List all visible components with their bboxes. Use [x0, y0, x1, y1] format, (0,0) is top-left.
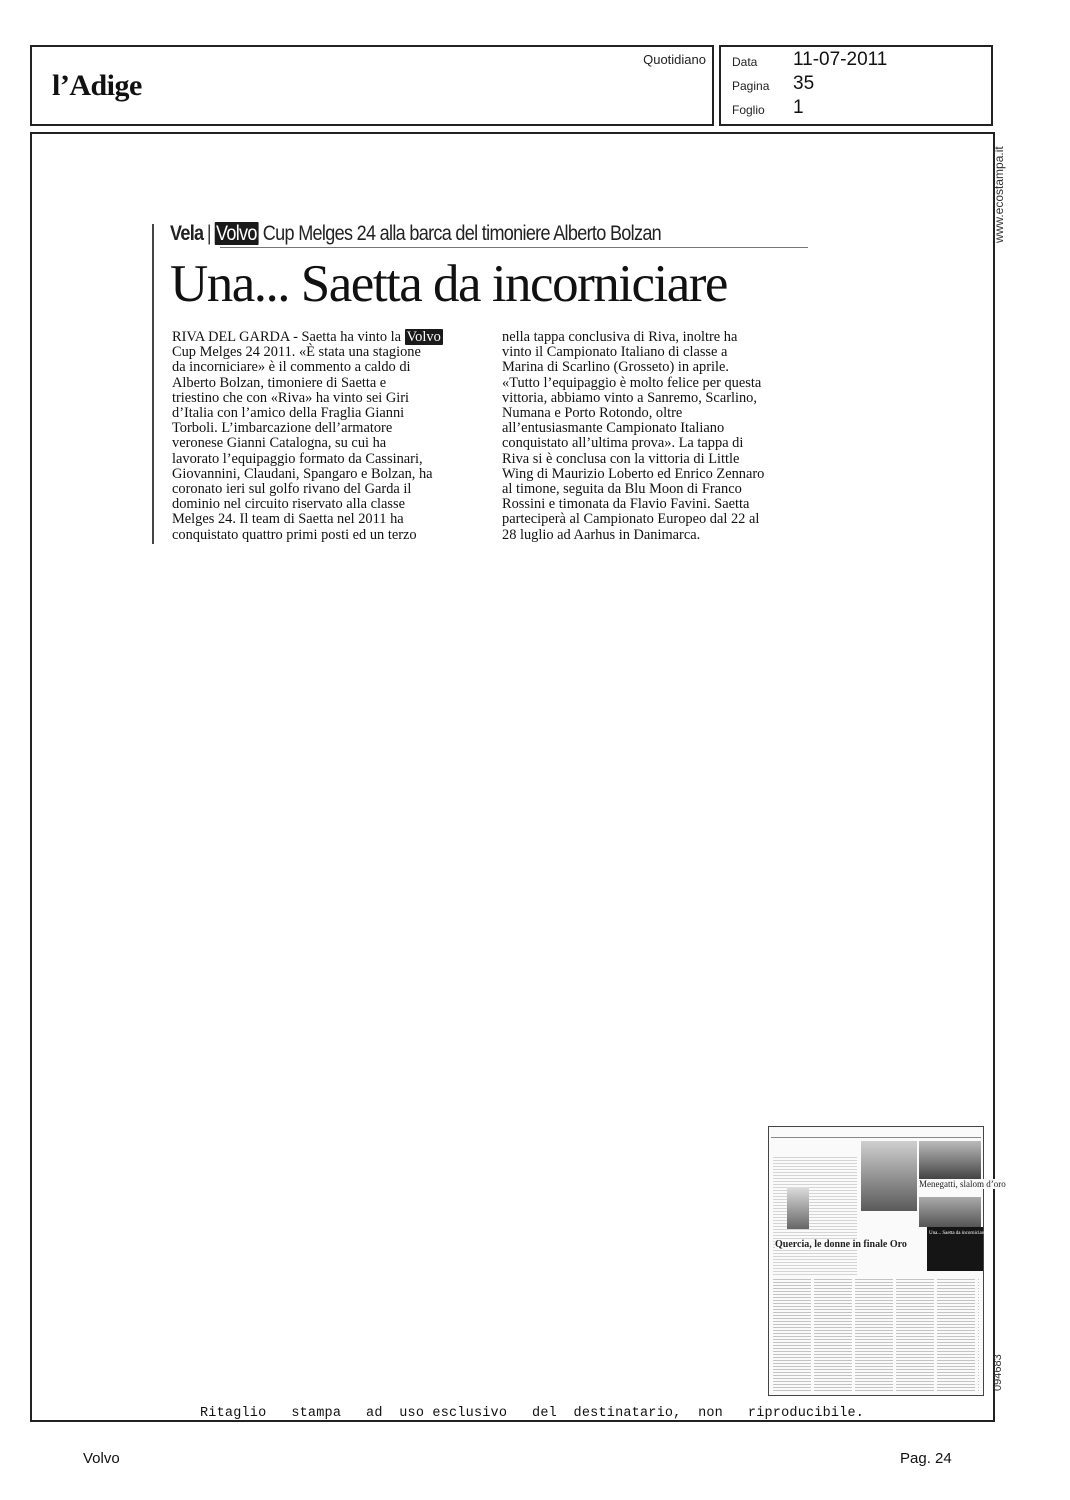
body-line: Cup Melges 24 2011. «È stata una stagione [172, 344, 421, 361]
keyword-highlight: Volvo [406, 329, 441, 345]
meta-label-sheet: Foglio [732, 103, 765, 117]
publication-type: Quotidiano [643, 52, 706, 67]
body-line: parteciperà al Campionato Europeo dal 22 al [502, 511, 760, 528]
body-line: dominio nel circuito riservato alla classe [172, 496, 405, 513]
meta-value-page: 35 [793, 73, 815, 94]
disclaimer: Ritaglio stampa ad uso esclusivo del destinatario, non riproducibile. [200, 1406, 865, 1421]
article-column-2 [502, 330, 812, 543]
body-line: «Tutto l’equipaggio è molto felice per questa [502, 374, 762, 391]
body-line: all’entusiasmante Campionato Italiano [502, 420, 725, 437]
body-line: al timone, seguita da Blu Moon di Franco [502, 481, 742, 498]
kicker-separator: | [206, 222, 211, 245]
newspaper-logo: l’Adige [52, 69, 142, 102]
thumbnail-highlight-text: Una... Saetta da incorniciare [929, 1231, 986, 1236]
thumbnail-photo [861, 1141, 917, 1211]
thumbnail-photo [919, 1141, 981, 1179]
body-line: da incorniciare» è il commento a caldo di [172, 359, 411, 376]
thumbnail-topbar [771, 1129, 981, 1138]
kicker-text: Cup Melges 24 alla barca del timoniere Alberto Bolzan [258, 222, 662, 245]
keyword-highlight: Volvo [216, 222, 257, 245]
thumbnail-headline: Quercia, le donne in finale Oro [775, 1239, 907, 1250]
body-line: Numana e Porto Rotondo, oltre [502, 405, 683, 422]
body-line: Torboli. L’imbarcazione dell’armatore [172, 420, 393, 437]
body-line: coronato ieri sul golfo rivano del Garda il [172, 481, 412, 498]
body-line: Melges 24. Il team di Saetta nel 2011 ha [172, 511, 404, 528]
page-number: Pag. 24 [900, 1450, 952, 1467]
body-line: Wing di Maurizio Loberto ed Enrico Zennaro [502, 465, 765, 482]
clipping-meta-box [719, 45, 993, 126]
client-name: Volvo [83, 1450, 120, 1467]
body-line: Riva si è conclusa con la vittoria di Little [502, 450, 740, 467]
meta-label-page: Pagina [732, 79, 770, 93]
body-line: Marina di Scarlino (Grosseto) in aprile. [502, 359, 729, 376]
thumbnail-column-gutters [773, 1277, 979, 1393]
thumbnail-text-block [773, 1155, 857, 1275]
masthead-box [30, 45, 714, 126]
article-column-1 [172, 330, 482, 543]
body-line: nella tappa conclusiva di Riva, inoltre ha [502, 329, 738, 345]
meta-label-date: Data [732, 55, 758, 69]
body-line: 28 luglio ad Aarhus in Danimarca. [502, 526, 701, 543]
body-line: Alberto Bolzan, timoniere di Saetta e [172, 374, 387, 391]
thumbnail-headline: Menegatti, slalom d’oro [919, 1179, 1006, 1189]
body-line: d’Italia con l’amico della Fraglia Gianni [172, 405, 405, 422]
thumbnail-photo [919, 1197, 981, 1227]
body-line: conquistato all’ultima prova». La tappa di [502, 435, 744, 452]
body-line: Rossini e timonata da Flavio Favini. Saetta [502, 496, 750, 513]
article-rule-vertical [152, 224, 154, 544]
section-label: Vela [170, 222, 204, 245]
dateline: RIVA DEL GARDA [172, 329, 290, 345]
thumbnail-photo [787, 1187, 809, 1229]
body-line: conquistato quattro primi posti ed un terzo [172, 526, 417, 543]
article-rule-horizontal [220, 247, 808, 248]
body-line [172, 330, 482, 345]
body-line: Giovannini, Claudani, Spangaro e Bolzan, ha [172, 465, 433, 482]
body-line: vinto il Campionato Italiano di classe a [502, 344, 728, 361]
body-text: - Saetta ha vinto la [289, 329, 405, 345]
body-line: triestino che con «Riva» ha vinto sei Giri [172, 389, 409, 406]
body-line: lavorato l’equipaggio formato da Cassinari, [172, 450, 423, 467]
body-line: veronese Gianni Catalogna, su cui ha [172, 435, 387, 452]
meta-value-date: 11-07-2011 [793, 49, 888, 70]
clipping-code: 094683 [992, 1354, 1004, 1391]
article-kicker [170, 222, 661, 246]
meta-value-sheet: 1 [793, 97, 804, 118]
article-headline: Una... Saetta da incorniciare [170, 255, 727, 313]
body-line: vittoria, abbiamo vinto a Sanremo, Scarlino, [502, 389, 757, 406]
agency-website: www.ecostampa.it [992, 146, 1006, 243]
